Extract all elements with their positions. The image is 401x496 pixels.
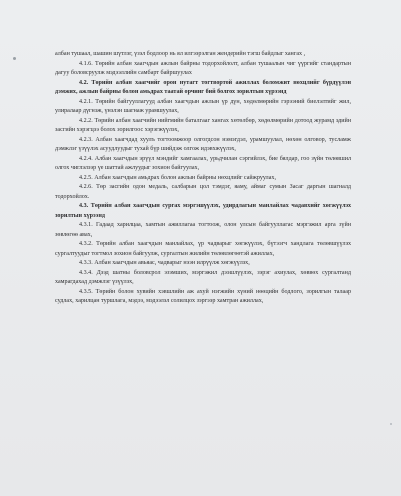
paragraph: 4.3.1. Гадаад харилцаа, хамтын ажиллагаа тогтоож, олон улсын байгууллагас мэргэжил арга зүйн зөвлөгөө авах, [55,222,351,238]
paragraph: 4.2.3. Албан хаагчдад хуулъ тогтоомжоор олгогдсон нэмэгдэл, урамшуулал, нөхөн олговор, тусламж дэмжлэг үзүүлэх асуудлуудыг тухай бүр шийдэж олгож идэвхжүүлэх, [55,136,351,152]
paragraph: 4.2.6. Төр засгийн одон медаль, салбарын цол тэмдэг, яаму, аймаг сумын Засаг даргын шагналд тодорхойлох. [55,184,351,200]
paragraph: 4.3.5. Төрийн болон хувийн хэвшлийн аж ахуй нэгжийн хүний нөөцийн бодлого, зорилгын талаар судлах, харилцан туршлага, мэдээ, мэдээлэл солилцох зэргээр хамтран ажиллах, [55,288,351,304]
paragraph: 4.2.4. Албан хаагчдын эрүүл мэндийг хамгаалах, урьдчилан сэргийлэх, бие бялдар, гоо зүйн төлөвшил олгох чиглэлээр үе шаттай ажлуудыг зохион байгуулах, [55,155,351,171]
paragraph: 4.3.2. Төрийн албан хаагчдын манлайлах, үр чадварыг хөгжүүлэх, бүтээгч хандлага төлөвшүүлэх сургалтуудыг тогтмол зохион байгуулж, сургалтын жилийн төлөвлөгөөтэй ажиллах, [55,241,351,257]
paragraph: 4.2.1. Төрийн байгууллагууд албан хаагчдын ажлын үр дүн, хөдөлмөрийн гэрээний биелэлтийг жил, улиралаар дүгнэж, үнэлэн шагнаж урамшуулах, [55,98,351,114]
section-heading: 4.2. Төрийн албан хаагчийг орон нутагт тогтвортой ажиллах боломжит нөхцлийг бүрдүүлэн дэмжих, ажлын байрны болон амьдрах таатай орчинг бий болгох зорилтын хүрээнд [55,79,351,95]
paragraph: 4.3.4. Дээд шатны боловсрол эзэмших, мэргэжил дээшлүүлэх, зэрэг ахиулах, хөввөх сургалтанд хамрагдахад дэмжлэг үзүүлэх, [55,269,351,285]
scan-mark [13,57,16,60]
section-heading: 4.3. Төрийн албан хаагчдын сургах мэргэшүүлэх, удирдлагын манлайлах чадавхийг хөгжүүлэх зорилтын хүрээнд [55,203,351,219]
paragraph: 4.2.5. Албан хаагчдын амьдрах болон ажлын байрны нөхцлийг сайжруулах, [79,174,276,181]
paragraph: 4.1.6. Төрийн албан хаагчдын ажлын байрны тодорхойлолт, албан тушаалын чиг үүргийг стандартын дагуу боловсруулж мэдээллийн самбарт байршуулах [55,60,351,76]
document-body [55,50,351,307]
scan-mark [390,423,392,425]
paragraph: 4.3.3. Албан хаагчдын авьяас, чадварыг нээн илрүүлж хөгжүүлэх, [79,260,250,266]
paragraph: 4.2.2. Төрийн албан хаагчийн нийгмийн баталгааг хангах хөтөлбөр, хөдөлмөрийн дотоод журамд эдийн засгийн хэрэгцээ болох зорилгоос хэрэгжүүлэх, [55,117,351,133]
paragraph: албан тушаал, шашин шүтлэг, үзэл бодлоор нь ял илгээрэлган жендерийн тэгш байдлыг хангах , [55,51,306,57]
